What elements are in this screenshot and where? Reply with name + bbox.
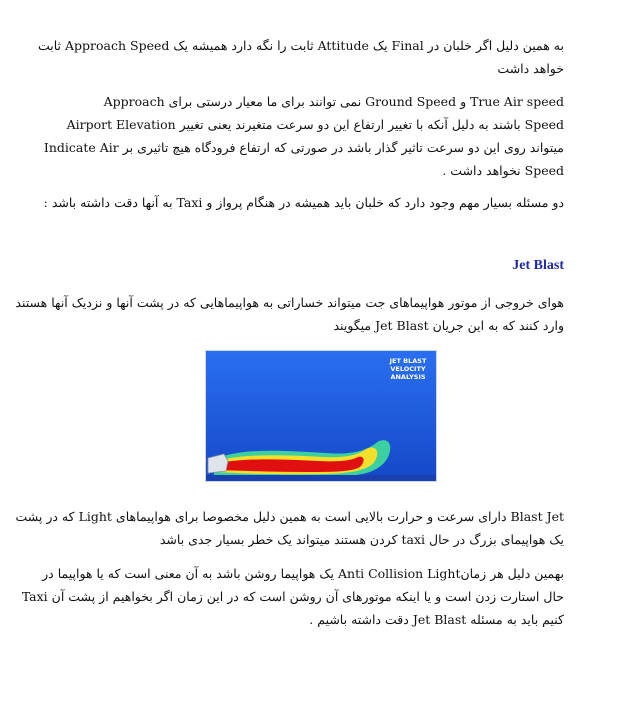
text-line: به همین دلیل اگر خلبان در Final یک Attitude ثابت را نگه دارد همیشه یک Approach Speed ثابت [37,38,564,53]
paragraph-airspeed [43,90,564,182]
text-line: خواهد داشت [497,61,564,76]
paragraph-anti-collision [21,562,564,631]
paragraph-jet-blast-danger [15,505,564,551]
text-line: Speed باشند به دلیل آنکه با تغییر ارتفاع این دو سرعت متغیرند یعنی تغییر Airport Elevation [66,117,564,132]
text-line: کنیم باید به مسئله Jet Blast دقت داشته باشیم . [309,612,564,627]
text-line: هوای خروجی از موتور هواپیماهای جت میتواند خساراتی به هواپیماهایی که در پشت آنها و نزدیک آنها هستند [15,295,564,310]
caption-line: VELOCITY [390,365,426,373]
ground-band [206,475,436,481]
text-line: Blast Jet دارای سرعت و حرارت بالایی است به همین دلیل مخصوصا برای هواپیماهای Light که در پشت [15,509,564,524]
aircraft-engine [208,454,228,473]
text-line: Speed نخواهد داشت . [442,163,564,178]
text-line: حال استارت زدن است و یا اینکه موتورهای آن روشن است که در این زمان اگر بخواهیم از پشت آن Taxi [21,589,564,604]
text-line: بهمین دلیل هر زمانAnti Collision Light یک هواپیما روشن باشد به آن معنی است که یا هواپیما در [42,566,564,581]
text-line: True Air speed و Ground Speed نمی توانند برای ما معیار درستی برای Approach [103,94,564,109]
text-line: میتواند روی این دو سرعت تاثیر گذار باشد در صورتی که ارتفاع فرودگاه هیچ تاثیری بر Indicate Air [43,140,564,155]
caption-line: JET BLAST [389,357,427,365]
paragraph-approach-speed [37,34,564,80]
text-line: دو مسئله بسیار مهم وجود دارد که خلبان باید همیشه در هنگام پرواز و Taxi به آنها دقت داشته باشد : [43,195,564,210]
section-heading-jet-blast: Jet Blast [512,258,564,273]
paragraph-two-issues [43,191,564,214]
caption-line: ANALYSIS [390,373,426,381]
jet-blast-figure [205,350,437,482]
text-line: وارد کنند که به این جریان Jet Blast میگویند [333,318,564,333]
text-line: یک هواپیمای بزرگ در حال taxi کردن هستند میتواند یک خطر بسیار جدی باشد [159,532,564,547]
paragraph-jet-blast-intro [15,291,564,337]
figure-caption [384,357,432,381]
